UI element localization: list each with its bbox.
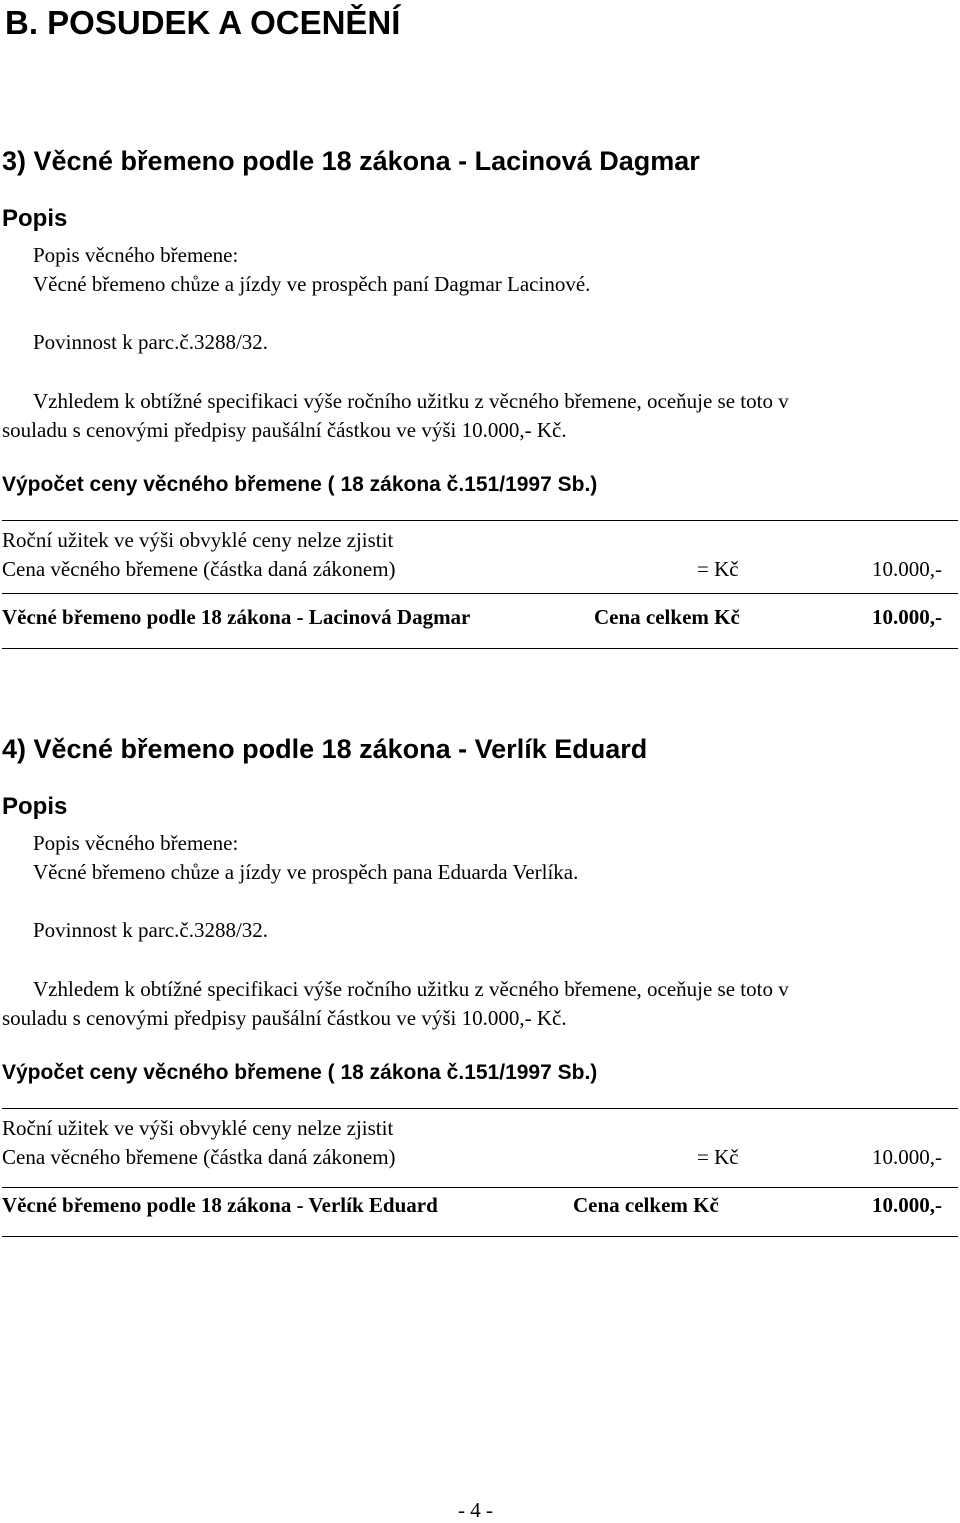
section-4-calc-rule: [2, 1108, 958, 1109]
section-4-rocni: Roční užitek ve výši obvyklé ceny nelze zjistit: [2, 1116, 394, 1140]
section-3-popis-text: Věcné břemeno chůze a jízdy ve prospěch paní Dagmar Lacinové.: [33, 272, 591, 296]
section-3-popis-heading: Popis: [2, 205, 68, 232]
section-3-popis-label: Popis věcného břemene:: [33, 243, 239, 267]
section-4-popis-text: Věcné břemeno chůze a jízdy ve prospěch pana Eduarda Verlíka.: [33, 860, 579, 884]
section-4-paragraph-line2: souladu s cenovými předpisy paušální částkou ve výši 10.000,- Kč.: [2, 1006, 567, 1030]
section-3-total-label: Věcné břemeno podle 18 zákona - Lacinová Dagmar: [2, 605, 471, 629]
section-4-paragraph-line1: Vzhledem k obtížné specifikaci výše ročního užitku z věcného břemene, oceňuje se toto v: [33, 977, 789, 1001]
section-4-total-rule-top: [2, 1187, 958, 1188]
section-4-popis-heading: Popis: [2, 793, 68, 820]
section-3-paragraph-line1: Vzhledem k obtížné specifikaci výše ročního užitku z věcného břemene, oceňuje se toto v: [33, 389, 789, 413]
section-3-povinnost: Povinnost k parc.č.3288/32.: [33, 330, 269, 354]
section-3-total-mid: Cena celkem Kč: [594, 605, 740, 629]
section-3-rocni: Roční užitek ve výši obvyklé ceny nelze zjistit: [2, 528, 394, 552]
section-3-cena-value: 10.000,-: [872, 557, 942, 581]
section-3-cena-label: Cena věcného břemene (částka daná zákonem): [2, 557, 396, 581]
section-4-total-value: 10.000,-: [872, 1193, 942, 1217]
section-3-title: 3) Věcné břemeno podle 18 zákona - Lacinová Dagmar: [2, 146, 700, 176]
section-4-cena-label: Cena věcného břemene (částka daná zákonem): [2, 1145, 396, 1169]
section-3-cena-eq: = Kč: [697, 557, 739, 581]
page-number: - 4 -: [458, 1498, 493, 1522]
section-4-popis-label: Popis věcného břemene:: [33, 831, 239, 855]
section-3-total-value: 10.000,-: [872, 605, 942, 629]
page-heading: B. POSUDEK A OCENĚNÍ: [5, 4, 401, 41]
section-3-calc-heading: Výpočet ceny věcného břemene ( 18 zákona č.151/1997 Sb.): [2, 473, 598, 496]
section-4-total-rule-bottom: [2, 1236, 958, 1237]
section-3-calc-rule: [2, 520, 958, 521]
section-4-total-mid: Cena celkem Kč: [573, 1193, 719, 1217]
section-3-paragraph-line2: souladu s cenovými předpisy paušální částkou ve výši 10.000,- Kč.: [2, 418, 567, 442]
section-3-total-rule-bottom: [2, 648, 958, 649]
section-4-cena-value: 10.000,-: [872, 1145, 942, 1169]
section-3-total-rule-top: [2, 593, 958, 594]
section-4-povinnost: Povinnost k parc.č.3288/32.: [33, 918, 269, 942]
section-4-total-label: Věcné břemeno podle 18 zákona - Verlík Eduard: [2, 1193, 438, 1217]
section-4-cena-eq: = Kč: [697, 1145, 739, 1169]
section-4-calc-heading: Výpočet ceny věcného břemene ( 18 zákona č.151/1997 Sb.): [2, 1061, 598, 1084]
section-4-title: 4) Věcné břemeno podle 18 zákona - Verlík Eduard: [2, 734, 648, 764]
